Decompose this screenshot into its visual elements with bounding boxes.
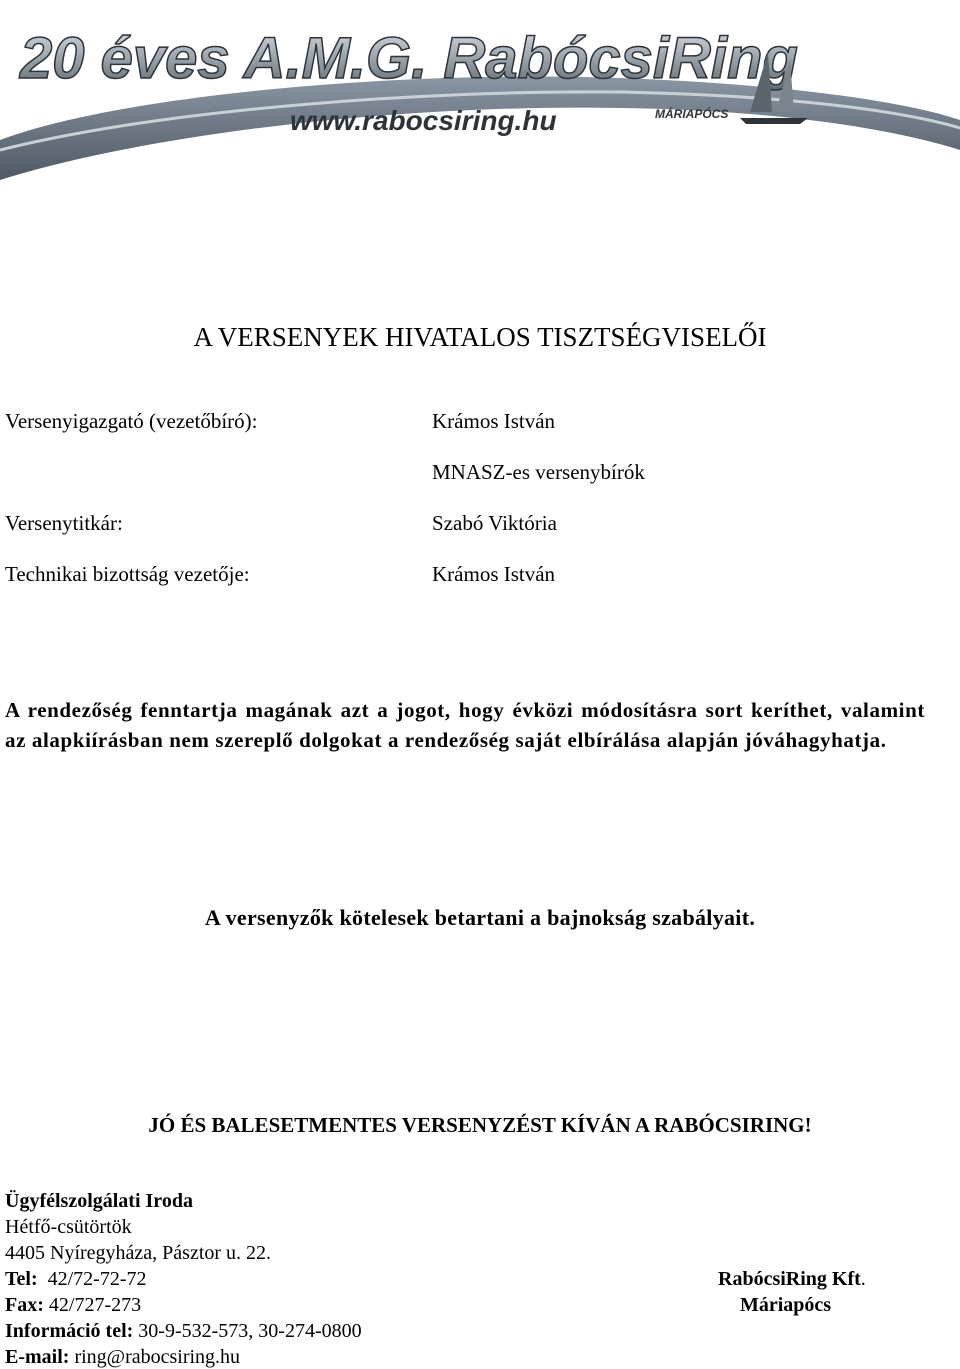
website-text: www.rabocsiring.hu: [290, 105, 557, 136]
contact-info: 30-9-532-573, 30-274-0800: [138, 1320, 362, 1342]
contact-info-row: [5, 1320, 362, 1343]
official-value-director: Krámos István: [432, 409, 556, 433]
contact-email-label: E-mail:: [5, 1346, 70, 1368]
page-title: A VERSENYEK HIVATALOS TISZTSÉGVISELŐI: [193, 322, 767, 352]
header-banner: [0, 0, 960, 200]
official-value-technical: Krámos István: [432, 562, 556, 586]
company-name-row: [718, 1268, 866, 1291]
contact-tel: 42/72-72-72: [47, 1268, 147, 1290]
contact-tel-label: Tel:: [5, 1268, 38, 1290]
contact-email: ring@rabocsiring.hu: [74, 1346, 241, 1368]
contact-fax-row: [5, 1294, 141, 1317]
official-label-technical: Technikai bizottság vezetője:: [5, 562, 250, 586]
official-label-director: Versenyigazgató (vezetőbíró):: [5, 409, 258, 433]
closing-wish: JÓ ÉS BALESETMENTES VERSENYZÉST KÍVÁN A RABÓCSIRING!: [148, 1113, 812, 1137]
rules-note: A versenyzők kötelesek betartani a bajnokság szabályait.: [204, 905, 756, 930]
contact-fax-label: Fax:: [5, 1294, 44, 1316]
company-name-dot: .: [860, 1268, 866, 1290]
contact-address: 4405 Nyíregyháza, Pásztor u. 22.: [5, 1242, 272, 1264]
company-city: Máriapócs: [740, 1294, 832, 1316]
contact-tel-row: [5, 1268, 147, 1291]
disclaimer-paragraph: A rendezőség fenntartja magának azt a jogot, hogy évközi módosításra sort keríthet, valamint az alapkiírásban nem szereplő dolgokat a rendezőség saját elbírálása alapján jóváhagyhatja.: [5, 698, 925, 752]
contact-hours: Hétfő-csütörtök: [5, 1216, 132, 1238]
official-value-secretary: Szabó Viktória: [432, 511, 557, 535]
contact-fax: 42/727-273: [48, 1294, 142, 1316]
place-small-text: MÁRIAPÓCS: [655, 107, 729, 121]
logo-text: 20 éves A.M.G. RabócsiRing: [20, 26, 798, 91]
official-value-judges: MNASZ-es versenybírók: [432, 460, 645, 484]
official-label-secretary: Versenytitkár:: [5, 511, 123, 535]
contact-office: Ügyfélszolgálati Iroda: [5, 1190, 193, 1212]
contact-info-label: Információ tel:: [5, 1320, 134, 1342]
company-name: RabócsiRing Kft: [718, 1268, 861, 1290]
contact-email-row: [5, 1346, 240, 1369]
